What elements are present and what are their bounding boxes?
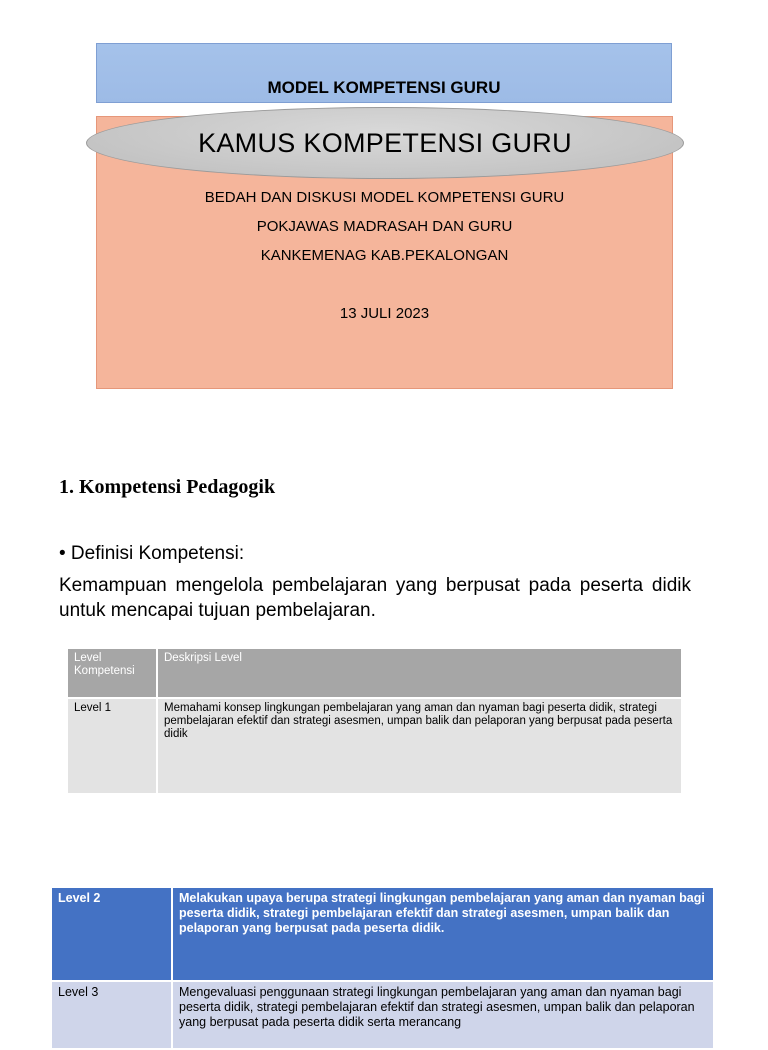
definition-text: Kemampuan mengelola pembelajaran yang berpusat pada peserta didik untuk mencapai tujuan pembelajaran. bbox=[59, 575, 691, 621]
section-heading: 1. Kompetensi Pedagogik bbox=[59, 476, 276, 498]
description-cell: Melakukan upaya berupa strategi lingkungan pembelajaran yang aman dan nyaman bagi peserta didik, strategi pembelajaran efektif dan strategi asesmen, umpan balik dan pelaporan yang berpusat pada peserta didik. bbox=[172, 888, 714, 981]
competency-table-2 bbox=[52, 888, 715, 1050]
table-row bbox=[52, 888, 714, 981]
title-banner bbox=[96, 43, 672, 103]
header-level: Level Kompetensi bbox=[68, 649, 157, 698]
table-row bbox=[52, 981, 714, 1049]
header-description: Deskripsi Level bbox=[157, 649, 682, 698]
level-cell: Level 2 bbox=[52, 888, 172, 981]
title-ellipse bbox=[86, 107, 684, 179]
cover-line-2: POKJAWAS MADRASAH DAN GURU bbox=[256, 218, 513, 235]
description-cell: Mengevaluasi penggunaan strategi lingkungan pembelajaran yang aman dan nyaman bagi peserta didik, strategi pembelajaran efektif dan strategi asesmen, umpan balik dan pelaporan yang berpusat pada peserta didik serta merancang bbox=[172, 981, 714, 1049]
table-row bbox=[68, 698, 682, 793]
level-cell: Level 1 bbox=[68, 698, 157, 793]
cover-date: 13 JULI 2023 bbox=[339, 305, 430, 322]
level-cell: Level 3 bbox=[52, 981, 172, 1049]
banner-title: MODEL KOMPETENSI GURU bbox=[267, 78, 501, 97]
competency-table-1 bbox=[68, 649, 683, 793]
description-cell: Memahami konsep lingkungan pembelajaran yang aman dan nyaman bagi peserta didik, strategi pembelajaran efektif dan strategi asesmen, umpan balik dan pelaporan yang berpusat pada peserta didik bbox=[157, 698, 682, 793]
cover-line-3: KANKEMENAG KAB.PEKALONGAN bbox=[260, 247, 509, 264]
table-header-row bbox=[68, 649, 682, 698]
definition-label: • Definisi Kompetensi: bbox=[59, 543, 245, 564]
ellipse-title: KAMUS KOMPETENSI GURU bbox=[198, 127, 572, 158]
cover-line-1: BEDAH DAN DISKUSI MODEL KOMPETENSI GURU bbox=[204, 189, 565, 206]
